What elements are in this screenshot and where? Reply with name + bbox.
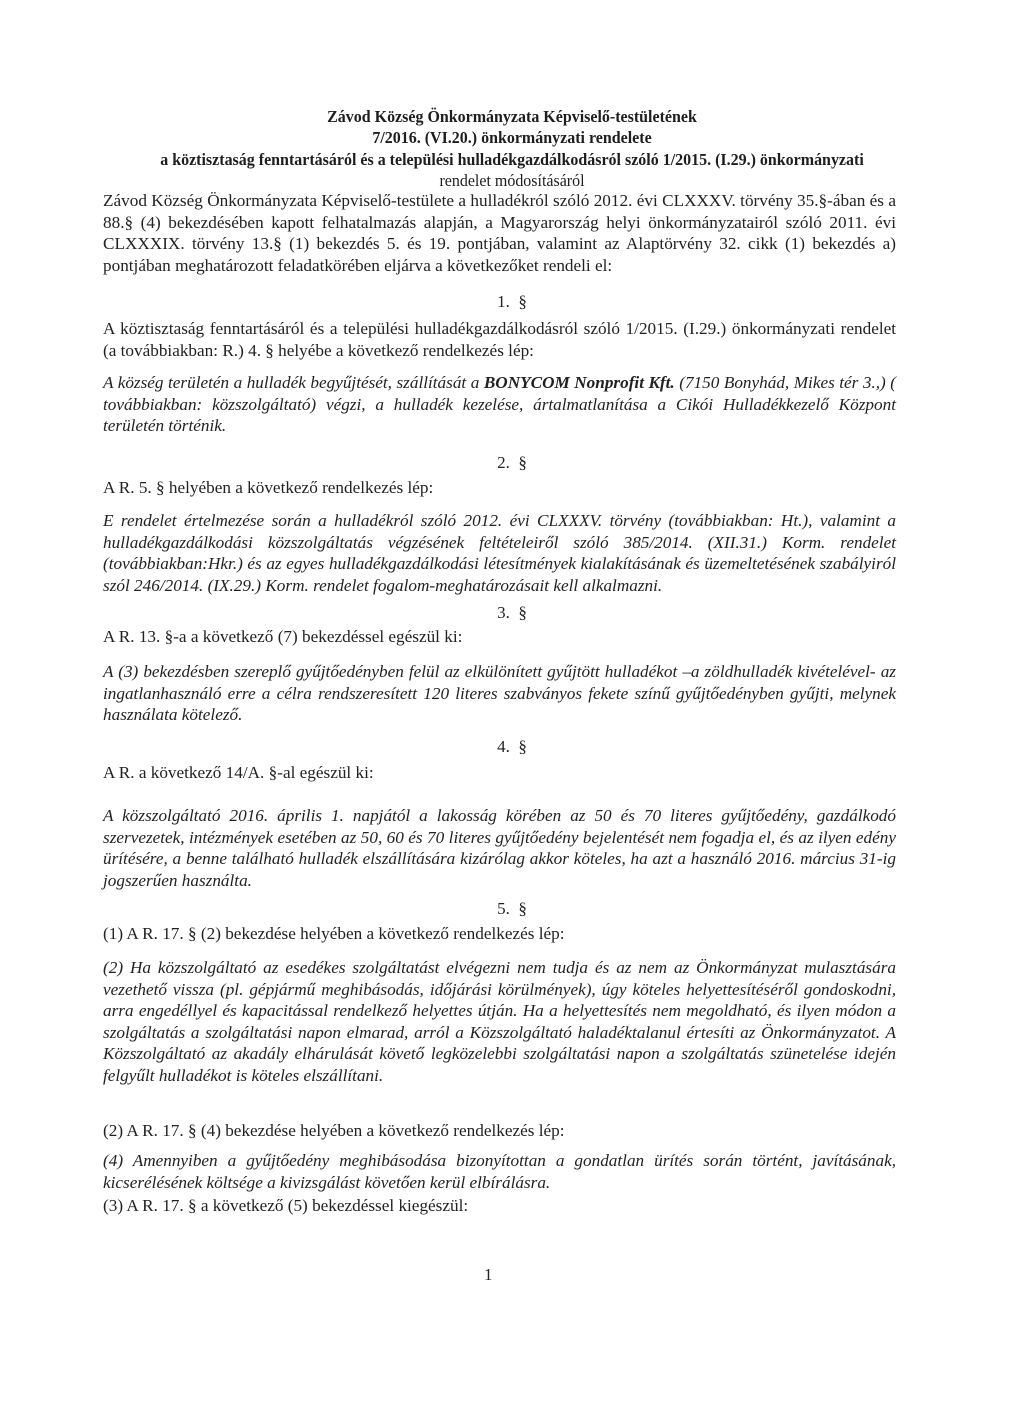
section-5-text-2: (4) Amennyiben a gyűjtőedény meghibásodása bizonyítottan a gondatlan ürítés során történt, javításának, kicserélésének költsége a kivizsgálást követően kerül elbírálásra. — [103, 1151, 896, 1192]
section-4-heading — [0, 737, 1024, 757]
preamble: Závod Község Önkormányzata Képviselő-testülete a hulladékról szóló 2012. évi CLXXXV. törvény 35.§-ában és a 88.§ (4) bekezdésében kapott felhatalmazás alapján, a Magyarország helyi önkormányzatairól szóló 2011. évi CLXXXIX. törvény 13.§ (1) bekezdés 5. és 19. pontjában, valamint az Alaptörvény 32. cikk (1) bekezdés a) pontjában meghatározott feladatkörében eljárva a következőket rendeli el: — [103, 191, 896, 275]
section-5-text-1: (2) Ha közszolgáltató az esedékes szolgáltatást elvégezni nem tudja és az nem az Önkormányzat mulasztására vezethető vissza (pl. gépjármű meghibásodás, időjárási körülmények), úgy köteles helyettesítéséről gondoskodni, arra engedéllyel és kapacitással rendelkező helyettes útján. Ha a helyettesítés nem megoldható, és ilyen módon a szolgáltatás a szolgáltatási napon elmarad, arról a Közszolgáltató haladéktalanul értesíti az Önkormányzatot. A Közszolgáltató az akadály elhárulását követő legközelebbi szolgáltatási napon a szolgáltatás szünetelése idején felgyűlt hulladékot is köteles elszállítani. — [103, 958, 896, 1085]
section-symbol: § — [518, 453, 527, 472]
section-4-intro: A R. a következő 14/A. §-al egészül ki: — [103, 763, 374, 782]
page-number: 1 — [484, 1265, 493, 1284]
section-1-text — [103, 372, 896, 437]
company-name: BONYCOM Nonprofit Kft. — [483, 373, 675, 392]
section-4-text: A közszolgáltató 2016. április 1. napjától a lakosság körében az 50 és 70 literes gyűjtőedény, gazdálkodó szervezetek, intézmények esetében az 50, 60 és 70 literes gyűjtőedény bejelentését nem fogadja el, és az ilyen edény ürítésére, a benne található hulladék elszállítására kizárólag akkor köteles, ha azt a használó 2016. március 31-ig jogszerűen használta. — [103, 806, 896, 890]
section-symbol: § — [518, 292, 527, 311]
section-3-intro: A R. 13. §-a a következő (7) bekezdéssel egészül ki: — [103, 627, 463, 646]
section-5-intro-3: (3) A R. 17. § a következő (5) bekezdéssel kiegészül: — [103, 1196, 469, 1215]
section-number: 1. — [497, 292, 510, 311]
section-5-intro-1: (1) A R. 17. § (2) bekezdése helyében a következő rendelkezés lép: — [103, 924, 565, 943]
section-number: 4. — [497, 737, 510, 756]
section-2-intro: A R. 5. § helyében a következő rendelkezés lép: — [103, 478, 434, 497]
section-2-text: E rendelet értelmezése során a hulladékról szóló 2012. évi CLXXXV. törvény (továbbiakban: Ht.), valamint a hulladékgazdálkodási közszolgáltatás végzésének feltételeiről szóló 385/2014. (XII.31.) Korm. rendelet (továbbiakban:Hkr.) és az egyes hulladékgazdálkodási létesítmények kialakításának és üzemeltetésének szabályiról szól 246/2014. (IX.29.) Korm. rendelet fogalom-meghatározásait kell alkalmazni. — [103, 511, 896, 595]
section-number: 5. — [497, 899, 510, 918]
title-line-1: Závod Község Önkormányzata Képviselő-testületének — [327, 107, 697, 126]
section-5-heading — [0, 899, 1024, 919]
section-1-intro: A köztisztaság fenntartásáról és a települési hulladékgazdálkodásról szóló 1/2015. (I.29.) önkormányzati rendelet (a továbbiakban: R.) 4. § helyébe a következő rendelkezés lép: — [103, 319, 896, 360]
section-symbol: § — [518, 737, 527, 756]
section-number: 2. — [497, 453, 510, 472]
section-symbol: § — [518, 899, 527, 918]
title-line-2: 7/2016. (VI.20.) önkormányzati rendelete — [372, 128, 652, 147]
section-1-heading — [0, 292, 1024, 312]
title-line-3: a köztisztaság fenntartásáról és a települési hulladékgazdálkodásról szóló 1/2015. (I.29.) önkormányzati — [160, 150, 864, 169]
title-line-4: rendelet módosításáról — [439, 171, 585, 190]
text-part: A község területén a hulladék begyűjtését, szállítását a — [103, 373, 484, 392]
section-3-text: A (3) bekezdésben szereplő gyűjtőedényben felül az elkülönített gyűjtött hulladékot –a zöldhulladék kivételével- az ingatlanhasználó erre a célra rendszeresített 120 literes szabványos fekete színű gyűjtőedényben gyűjti, melynek használata kötelező. — [103, 662, 896, 724]
text-part: (7150 Bonyhád, Mikes tér 3.,) ( továbbiakban: közszolgáltató) végzi, a hulladék kezelése, ártalmatlanítása a Cikói Hulladékkezelő Központ területén történik. — [103, 373, 896, 435]
section-2-heading — [0, 453, 1024, 473]
section-3-heading — [0, 603, 1024, 623]
section-5-intro-2: (2) A R. 17. § (4) bekezdése helyében a következő rendelkezés lép: — [103, 1121, 565, 1140]
section-symbol: § — [518, 603, 527, 622]
section-number: 3. — [497, 603, 510, 622]
